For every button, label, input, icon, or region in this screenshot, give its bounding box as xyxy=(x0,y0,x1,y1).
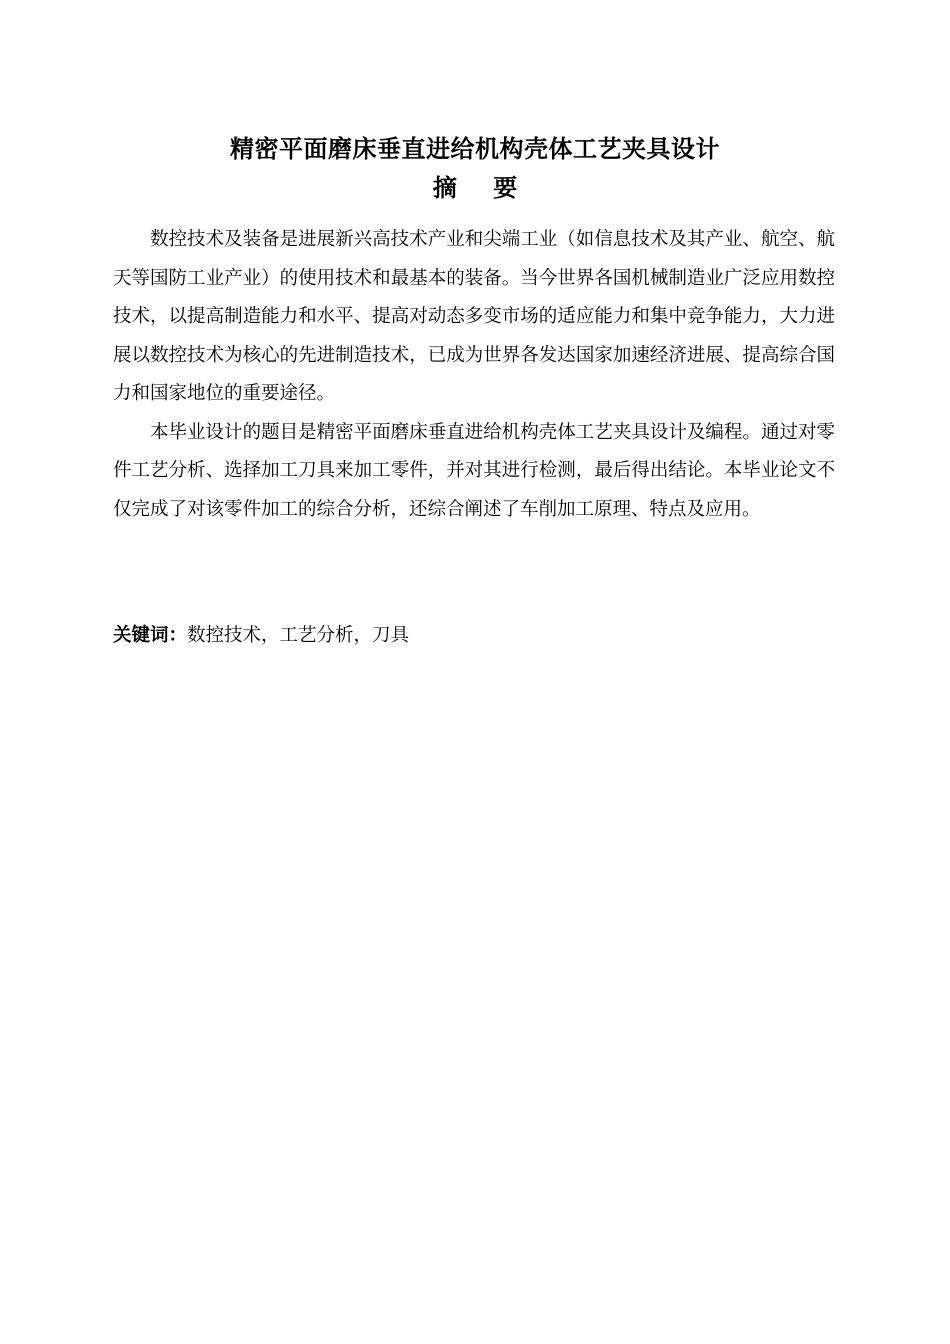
abstract-body xyxy=(113,221,835,529)
abstract-paragraph-1: 数控技术及装备是进展新兴高技术产业和尖端工业（如信息技术及其产业、航空、航天等国防工业产业）的使用技术和最基本的装备。当今世界各国机械制造业广泛应用数控技术，以提高制造能力和水平、提高对动态多变市场的适应能力和集中竞争能力，大力进展以数控技术为核心的先进制造技术，已成为世界各发达国家加速经济进展、提高综合国力和国家地位的重要途径。 xyxy=(113,229,835,404)
document-title: 精密平面磨床垂直进给机构壳体工艺夹具设计 xyxy=(230,135,720,163)
keywords-label: 关键词： xyxy=(113,625,188,646)
keywords-value: 数控技术，工艺分析，刀具 xyxy=(187,625,410,646)
keywords-line xyxy=(113,622,835,650)
abstract-paragraph-2: 本毕业设计的题目是精密平面磨床垂直进给机构壳体工艺夹具设计及编程。通过对零件工艺分析、选择加工刀具来加工零件，并对其进行检测，最后得出结论。本毕业论文不仅完成了对该零件加工的综合分析，还综合阐述了车削加工原理、特点及应用。 xyxy=(113,421,835,520)
abstract-heading: 摘 要 xyxy=(432,174,532,202)
